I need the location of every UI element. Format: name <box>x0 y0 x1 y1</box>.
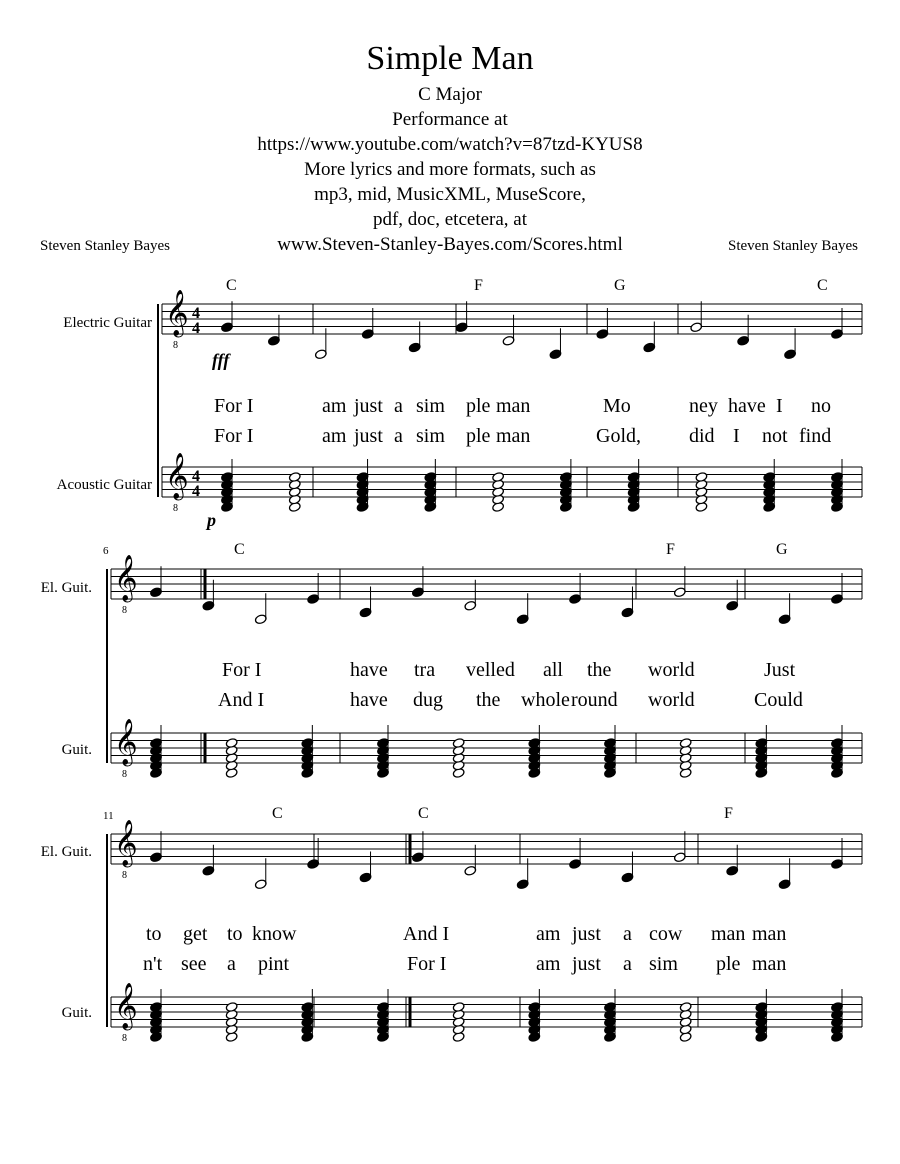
performance-url: https://www.youtube.com/watch?v=87tzd-KYUS8 <box>257 134 643 155</box>
lyric-syllable: sim <box>649 953 678 975</box>
notehead <box>516 614 529 625</box>
chord-symbol: C <box>418 805 429 822</box>
lyric-syllable: For I <box>214 395 254 417</box>
notehead <box>784 349 797 360</box>
clef-octave-mark: 8 <box>122 870 127 881</box>
chord-symbol: F <box>666 541 675 558</box>
lyric-syllable: Could <box>754 689 803 711</box>
composer-credit: Steven Stanley Bayes <box>728 238 858 254</box>
lyric-syllable: whole <box>521 689 570 711</box>
notehead <box>268 335 281 346</box>
lyric-syllable: ple <box>466 395 491 417</box>
lyric-syllable: cow <box>649 923 683 945</box>
lyric-syllable: sim <box>416 425 445 447</box>
notehead <box>643 342 656 353</box>
notehead <box>254 614 267 625</box>
notehead <box>464 600 477 611</box>
formats-line-3: pdf, doc, etcetera, at <box>372 209 528 230</box>
notehead <box>202 600 215 611</box>
lyric-syllable: am <box>536 953 561 975</box>
lyric-syllable: know <box>252 923 297 945</box>
chord-symbol: C <box>817 277 828 294</box>
notehead <box>150 587 163 598</box>
lyric-syllable: velled <box>466 659 515 681</box>
instrument-label-electric-short: El. Guit. <box>40 580 92 596</box>
notehead <box>569 859 582 870</box>
notehead <box>412 852 425 863</box>
lyric-syllable: just <box>572 953 601 975</box>
lyric-syllable: dug <box>413 689 443 711</box>
lyric-syllable: n't <box>143 953 163 975</box>
lyric-syllable: For I <box>222 659 262 681</box>
lyric-syllable: For I <box>214 425 254 447</box>
lyric-syllable: did <box>689 425 715 447</box>
notehead <box>516 879 529 890</box>
lyric-syllable: see <box>181 953 207 975</box>
notehead <box>412 587 425 598</box>
lyric-syllable: world <box>648 689 695 711</box>
lyric-syllable: am <box>536 923 561 945</box>
formats-line-1: More lyrics and more formats, such as <box>304 159 596 180</box>
chord-symbol: G <box>614 277 626 294</box>
clef-octave-mark: 8 <box>173 503 178 514</box>
instrument-label-acoustic: Acoustic Guitar <box>56 477 152 493</box>
lyric-syllable: am <box>322 425 347 447</box>
treble-clef: 𝄞 <box>114 719 138 765</box>
lyric-syllable: a <box>623 953 632 975</box>
notehead <box>464 865 477 876</box>
lyric-syllable: to <box>146 923 162 945</box>
lyric-syllable: a <box>394 395 403 417</box>
lyric-syllable: just <box>354 395 383 417</box>
lyric-syllable: round <box>571 689 618 711</box>
notehead <box>726 600 739 611</box>
clef-octave-mark: 8 <box>122 1033 127 1044</box>
formats-line-2: mp3, mid, MusicXML, MuseScore, <box>314 184 586 205</box>
instrument-label-acoustic-short: Guit. <box>61 1005 92 1021</box>
notehead <box>150 852 163 863</box>
notehead <box>569 594 582 605</box>
notehead <box>455 322 468 333</box>
notehead <box>307 859 320 870</box>
lyric-syllable: Just <box>764 659 796 681</box>
notehead <box>361 329 374 340</box>
lyric-syllable: get <box>183 923 208 945</box>
notehead <box>737 335 750 346</box>
lyric-syllable: have <box>350 659 388 681</box>
lyric-syllable: man <box>496 425 531 447</box>
lyric-syllable: man <box>752 953 787 975</box>
lyric-syllable: the <box>587 659 612 681</box>
treble-clef: 𝄞 <box>165 453 189 499</box>
lyric-syllable: the <box>476 689 501 711</box>
lyric-syllable: tra <box>414 659 436 681</box>
lyric-syllable: I <box>776 395 783 417</box>
lyric-syllable: am <box>322 395 347 417</box>
notehead <box>831 594 844 605</box>
chord-symbol: C <box>234 541 245 558</box>
lyric-syllable: man <box>496 395 531 417</box>
notehead <box>408 342 421 353</box>
lyric-syllable: And I <box>403 923 450 945</box>
lyric-syllable: man <box>711 923 746 945</box>
lyric-syllable: ney <box>689 395 718 417</box>
treble-clef: 𝄞 <box>114 820 138 866</box>
scores-url: www.Steven-Stanley-Bayes.com/Scores.html <box>277 234 623 255</box>
notehead <box>690 322 703 333</box>
lyric-syllable: pint <box>258 953 290 975</box>
treble-clef: 𝄞 <box>165 290 189 336</box>
lyric-syllable: man <box>752 923 787 945</box>
lyric-syllable: And I <box>218 689 265 711</box>
lyric-syllable: world <box>648 659 695 681</box>
notehead <box>778 879 791 890</box>
notehead <box>202 865 215 876</box>
lyric-syllable: ple <box>466 425 491 447</box>
lyric-syllable: have <box>728 395 766 417</box>
notehead <box>254 879 267 890</box>
instrument-label-electric-short: El. Guit. <box>40 844 92 860</box>
time-signature: 4 <box>192 320 200 337</box>
lyric-syllable: have <box>350 689 388 711</box>
notehead <box>673 587 686 598</box>
chord-symbol: C <box>226 277 237 294</box>
notehead <box>621 872 634 883</box>
notehead <box>673 852 686 863</box>
notehead <box>502 335 515 346</box>
notehead <box>359 872 372 883</box>
chord-symbol: F <box>474 277 483 294</box>
measure-number: 6 <box>103 545 109 557</box>
notehead <box>359 607 372 618</box>
dynamic-marking: fff <box>212 350 230 370</box>
lyric-syllable: Mo <box>603 395 631 417</box>
lyric-syllable: ple <box>716 953 741 975</box>
time-signature: 4 <box>192 483 200 500</box>
clef-octave-mark: 8 <box>122 605 127 616</box>
measure-number: 11 <box>103 810 114 822</box>
lyric-syllable: to <box>227 923 243 945</box>
treble-clef: 𝄞 <box>114 555 138 601</box>
notehead <box>621 607 634 618</box>
lyric-syllable: a <box>394 425 403 447</box>
chord-symbol: F <box>724 805 733 822</box>
notehead <box>307 594 320 605</box>
notehead <box>314 349 327 360</box>
lyric-syllable: all <box>543 659 563 681</box>
lyric-syllable: just <box>354 425 383 447</box>
time-signature: 4 <box>192 468 200 485</box>
notehead <box>726 865 739 876</box>
lyricist-credit: Steven Stanley Bayes <box>40 238 170 254</box>
notehead <box>549 349 562 360</box>
score-title: Simple Man <box>366 40 534 77</box>
lyric-syllable: I <box>733 425 740 447</box>
notehead <box>831 329 844 340</box>
instrument-label-acoustic-short: Guit. <box>61 742 92 758</box>
lyric-syllable: sim <box>416 395 445 417</box>
chord-symbol: G <box>776 541 788 558</box>
instrument-label-electric: Electric Guitar <box>63 315 152 331</box>
lyric-syllable: Gold, <box>596 425 641 447</box>
notehead <box>778 614 791 625</box>
clef-octave-mark: 8 <box>173 340 178 351</box>
lyric-syllable: a <box>623 923 632 945</box>
performance-line: Performance at <box>392 109 508 130</box>
treble-clef: 𝄞 <box>114 983 138 1029</box>
lyric-syllable: For I <box>407 953 447 975</box>
lyric-syllable: just <box>572 923 601 945</box>
lyric-syllable: a <box>227 953 236 975</box>
lyric-syllable: no <box>811 395 831 417</box>
chord-symbol: C <box>272 805 283 822</box>
notehead <box>831 859 844 870</box>
lyric-syllable: not <box>762 425 788 447</box>
dynamic-marking: p <box>207 510 216 530</box>
notehead <box>596 329 609 340</box>
lyric-syllable: find <box>799 425 832 447</box>
notehead <box>221 322 234 333</box>
clef-octave-mark: 8 <box>122 769 127 780</box>
time-signature: 4 <box>192 305 200 322</box>
key-line: C Major <box>418 84 482 105</box>
